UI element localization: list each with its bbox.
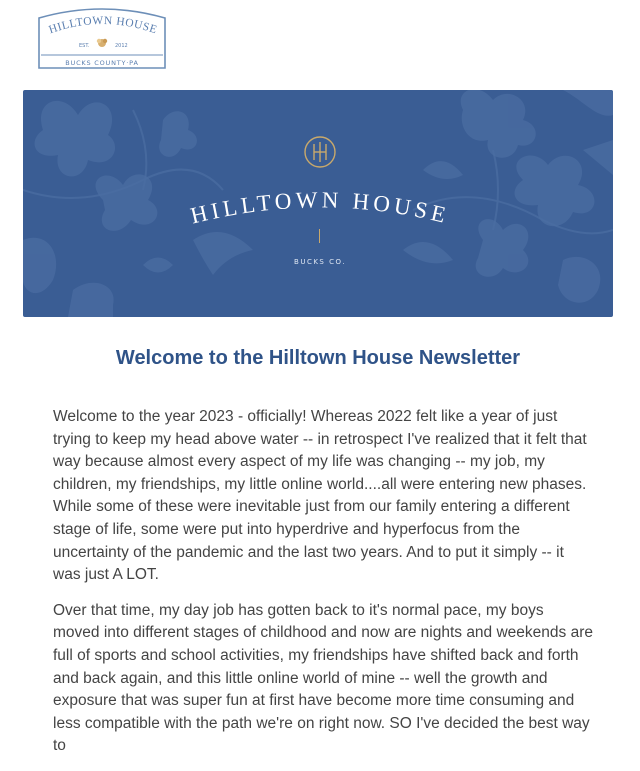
logo-year-text: 2012 (115, 43, 128, 49)
newsletter-heading: Welcome to the Hilltown House Newsletter (115, 347, 521, 369)
svg-text:HILLTOWN HOUSE: HILLTOWN HOUSE (188, 187, 452, 229)
site-logo[interactable] (35, 8, 169, 72)
newsletter-body (53, 406, 593, 771)
body-paragraph: Over that time, my day job has gotten back to it's normal pace, my boys moved into different stages of childhood and now are nights and weekends are full of sports and school activities, my friendships have shifted back and forth and back again, and this little online world of mine -- well the growth and exposure that was super fun at first have become more time consuming and less compatible with the path we're on right now. SO I've decided the best way to (53, 601, 593, 755)
logo-location-text: BUCKS COUNTY·PA (65, 59, 139, 67)
monogram-icon (303, 135, 337, 169)
banner-divider (319, 229, 320, 243)
logo-badge-icon (35, 8, 169, 72)
logo-est-text: EST. (79, 43, 90, 49)
logo-name-text: HILLTOWN HOUSE (47, 14, 159, 37)
banner-subtitle: BUCKS CO. (294, 258, 346, 266)
banner-title (0, 180, 640, 245)
body-paragraph: Welcome to the year 2023 - officially! Whereas 2022 felt like a year of just trying to keep my head above water -- in retrospect I've realized that it felt that way because almost every aspect of my life was changing -- my job, my children, my friendships, my little online world....all were entering new phases. While some of these were inevitable just from our family entering a different stage of life, some were put into hyperdrive and hyperfocus from the uncertainty of the pandemic and the last two years. And to put it simply -- it was just A LOT. (53, 408, 587, 584)
